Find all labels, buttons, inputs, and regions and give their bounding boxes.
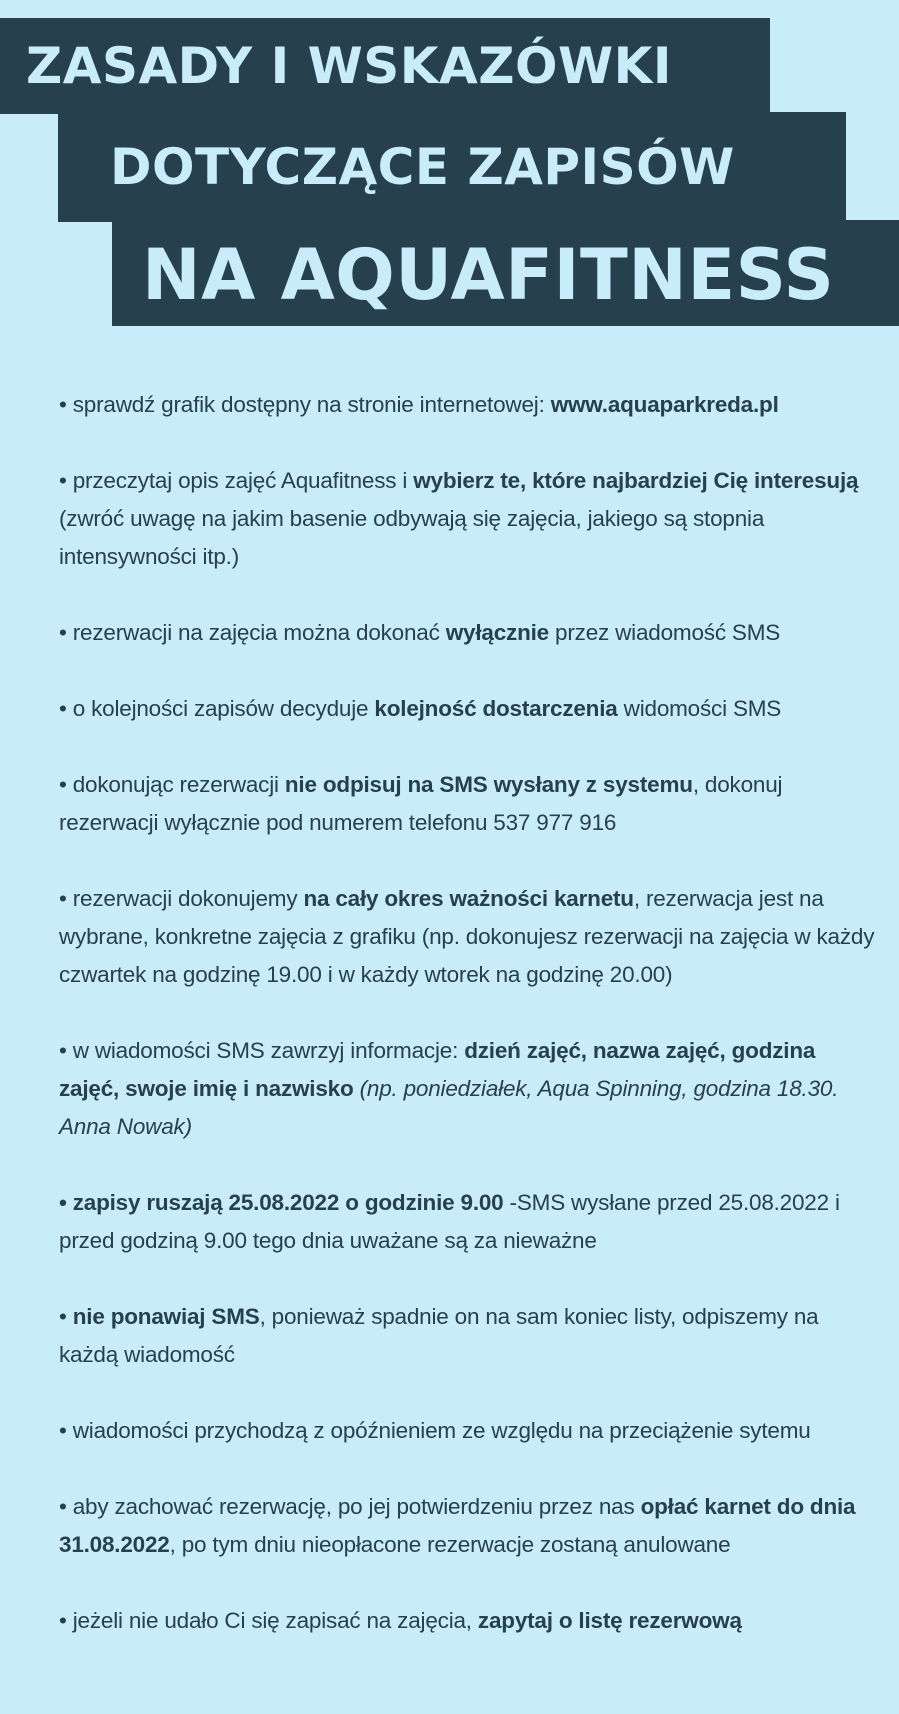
rule-text: widomości SMS [617, 696, 782, 721]
rules-list [59, 386, 879, 1678]
rule-text: , po tym dniu nieopłacone rezerwacje zostaną anulowane [169, 1532, 731, 1557]
rule-item [59, 1488, 879, 1564]
rule-item [59, 462, 879, 576]
rule-text: • przeczytaj opis zajęć Aquafitness i [59, 468, 414, 493]
rule-text: , dokonuj rezerwacji wyłącznie pod numerem telefonu 537 977 916 [59, 772, 783, 835]
rule-item [59, 690, 879, 728]
title-line-3: NA AQUAFITNESS [112, 220, 899, 326]
rule-item [59, 614, 879, 652]
rule-text: • o kolejności zapisów decyduje [59, 696, 375, 721]
rule-text: • dokonując rezerwacji [59, 772, 285, 797]
rule-text: • jeżeli nie udało Ci się zapisać na zajęcia, [59, 1608, 478, 1633]
rule-text: • [59, 1304, 73, 1329]
rule-text: • rezerwacji dokonujemy [59, 886, 304, 911]
rule-text: (zwróć uwagę na jakim basenie odbywają się zajęcia, jakiego są stopnia intensywności itp.) [59, 506, 765, 569]
rule-text: -SMS wysłane przed 25.08.2022 i przed godziną 9.00 tego dnia uważane są za nieważne [59, 1190, 840, 1253]
rule-text: • rezerwacji na zajęcia można dokonać [59, 620, 446, 645]
rule-item [59, 1602, 879, 1640]
rule-emphasis: nie ponawiaj SMS [72, 1304, 260, 1329]
rule-item [59, 1298, 879, 1374]
rule-text: przez wiadomość SMS [549, 620, 781, 645]
rule-text: , rezerwacja jest na wybrane, konkretne zajęcia z grafiku (np. dokonujesz rezerwacji na zajęcia w każdy czwartek na godzinę 19.00 i w każdy wtorek na godzinę 20.00) [59, 886, 875, 987]
rule-text: • w wiadomości SMS zawrzyj informacje: [59, 1038, 465, 1063]
rule-text: • wiadomości przychodzą z opóźnieniem ze względu na przeciążenie sytemu [59, 1418, 811, 1443]
rule-item [59, 1032, 879, 1146]
rule-emphasis: wybierz te, które najbardziej Cię interesują [413, 468, 859, 493]
rule-item [59, 1184, 879, 1260]
rule-emphasis: kolejność dostarczenia [374, 696, 618, 721]
rule-text: • aby zachować rezerwację, po jej potwierdzeniu przez nas [59, 1494, 641, 1519]
rule-emphasis: opłać karnet do dnia 31.08.2022 [59, 1494, 856, 1557]
rule-emphasis: nie odpisuj na SMS wysłany z systemu [284, 772, 693, 797]
rule-item [59, 880, 879, 994]
rule-emphasis: • zapisy ruszają 25.08.2022 o godzinie 9.00 [59, 1190, 504, 1215]
rule-item [59, 1412, 879, 1450]
rule-emphasis: na cały okres ważności karnetu [303, 886, 634, 911]
rule-text: , ponieważ spadnie on na sam koniec listy, odpiszemy na każdą wiadomość [59, 1304, 819, 1367]
rule-emphasis: www.aquaparkreda.pl [550, 392, 779, 417]
rule-example: (np. poniedziałek, Aqua Spinning, godzina 18.30. Anna Nowak) [59, 1076, 839, 1139]
rule-emphasis: zapytaj o listę rezerwową [477, 1608, 742, 1633]
title-line-2: DOTYCZĄCE ZAPISÓW [58, 112, 846, 222]
rule-emphasis: dzień zajęć, nazwa zajęć, godzina zajęć, swoje imię i nazwisko [59, 1038, 816, 1101]
rule-emphasis: wyłącznie [445, 620, 549, 645]
title-line-1: ZASADY I WSKAZÓWKI [0, 18, 770, 114]
rule-item [59, 766, 879, 842]
rule-item [59, 386, 879, 424]
rule-text: • sprawdź grafik dostępny na stronie internetowej: [59, 392, 551, 417]
